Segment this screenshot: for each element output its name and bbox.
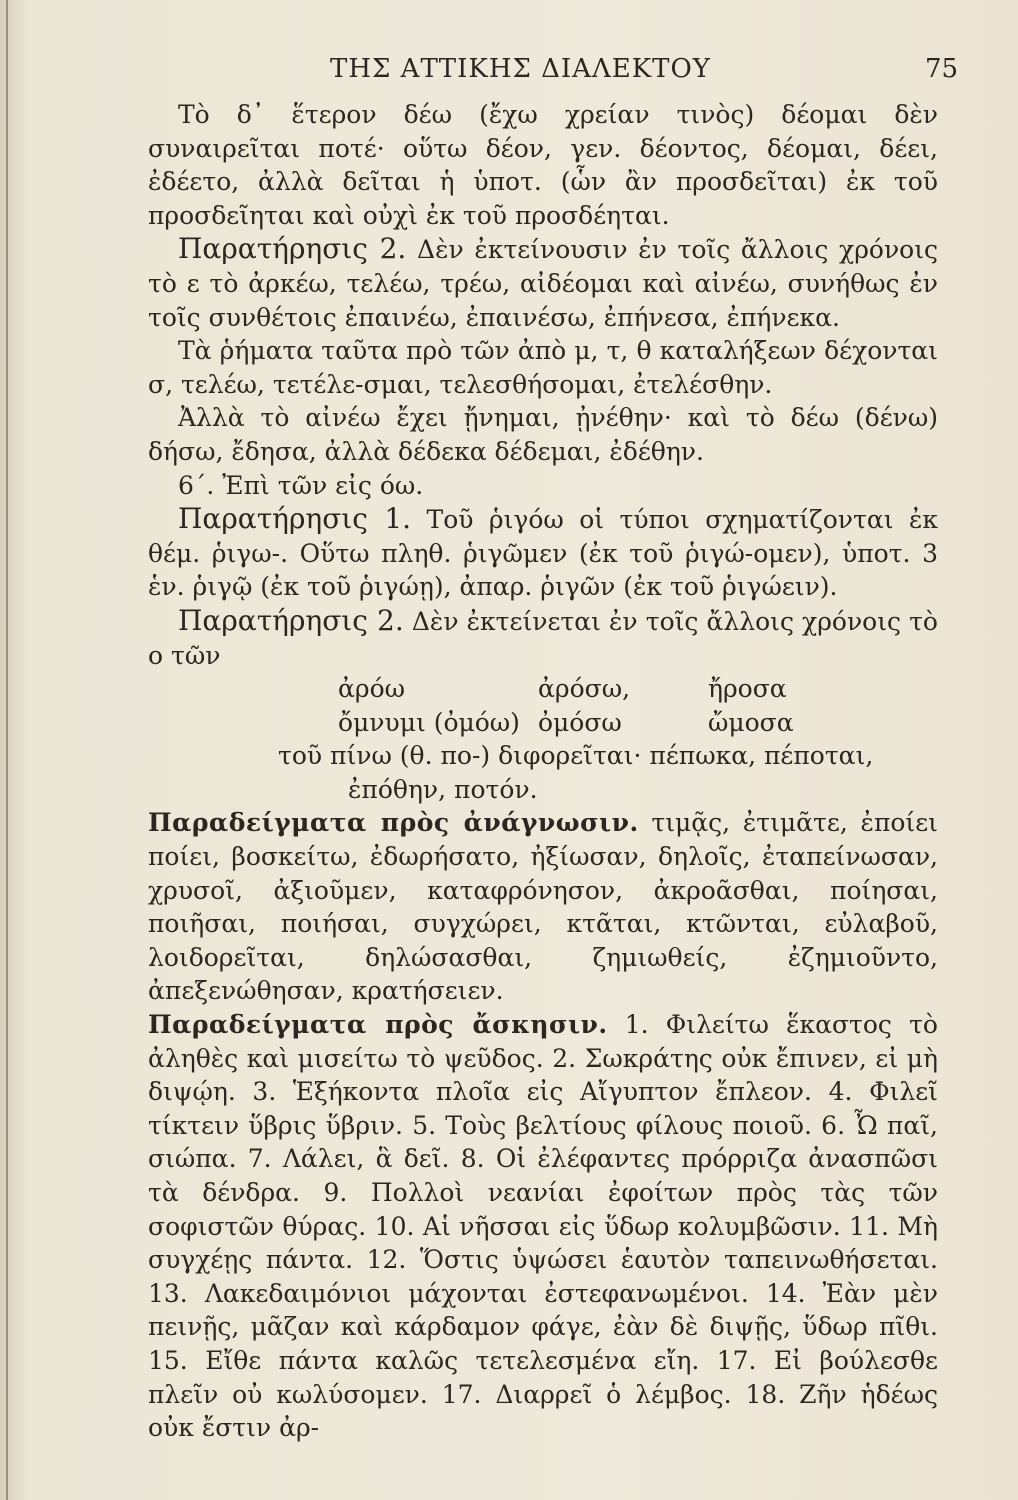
form-line-pino: τοῦ πίνω (θ. πο-) διφορεῖται· πέπωκα, πέποται, [278, 741, 874, 771]
observation-text: Δὲν ἐκτείνεται ἐν τοῖς ἄλλοις χρόνοις τὸ ο τῶν [148, 606, 938, 670]
paragraph-exercise-examples [148, 1008, 938, 1445]
exercise-text: 1. Φιλείτω ἕκαστος τὸ ἀληθὲς καὶ μισείτω τὸ ψεῦδος. 2. Σωκράτης οὐκ ἔπινεν, εἰ μὴ διψῴη. 3. Ἑξήκοντα πλοῖα εἰς Αἴγυπτον ἔπλεον. 4. Φιλεῖ τίκτειν ὕβρις ὕβριν. 5. Τοὺς βελτίους φίλους ποιοῦ. 6. Ὦ παῖ, σιώπα. 7. Λάλει, ἃ δεῖ. 8. Οἱ ἐλέφαντες πρόρριζα ἀνασπῶσι τὰ δένδρα. 9. Πολλοὶ νεανίαι ἐφοίτων πρὸς τὰς τῶν σοφιστῶν θύρας. 10. Αἱ νῆσσαι εἰς ὕδωρ κολυμβῶσιν. 11. Μὴ συγχέῃς πάντα. 12. Ὅστις ὑψώσει ἑαυτὸν ταπεινωθήσεται. 13. Λακεδαιμόνιοι μάχονται ἐστεφανωμένοι. 14. Ἐὰν μὲν πεινῇς, μᾶζαν καὶ κάρδαμον φάγε, ἐὰν δὲ διψῇς, ὕδωρ πῖθι. 15. Εἴθε πάντα καλῶς τετελεσμένα εἴη. 17. Εἰ βούλεσθε πλεῖν οὐ κωλύσομεν. 17. Διαρρεῖ ὁ λέμβος. 18. Ζῆν ἡδέως οὐκ ἔστιν ἀρ- [148, 1010, 938, 1443]
observation-label: Παρατήρησις 2. [178, 603, 404, 637]
form-cell: ὄμνυμι (ὀμόω) [338, 707, 520, 737]
examples-heading: Παραδείγματα πρὸς ἀνάγνωσιν. [148, 808, 639, 838]
form-line-pino-cont: ἐπόθην, ποτόν. [348, 774, 538, 804]
paragraph-observation-2a [148, 232, 938, 334]
observation-label: Παρατήρησις 2. [178, 232, 407, 266]
paragraph-observation-2b [148, 604, 938, 672]
forms-row [148, 739, 938, 773]
section-heading-oo: 6΄. Ἐπὶ τῶν εἰς όω. [178, 470, 424, 500]
observation-text: Τοῦ ῥιγόω οἱ τύποι σχηματίζονται ἐκ θέμ. ῥιγω-. Οὕτω πληθ. ῥιγῶμεν (ἐκ τοῦ ῥιγώ-ομεν), ὑποτ. 3 ἑν. ῥιγῷ (ἐκ τοῦ ῥιγώῃ), ἀπαρ. ῥιγῶν (ἐκ τοῦ ῥιγώειν). [148, 505, 938, 602]
verb-forms-table [148, 672, 938, 806]
paragraph-reading-examples [148, 806, 938, 1008]
observation-text: Δὲν ἐκτείνουσιν ἐν τοῖς ἄλλοις χρόνοις τὸ ε τὸ ἀρκέω, τελέω, τρέω, αἰδέομαι καὶ αἰνέω, συνήθως ἐν τοῖς συνθέτοις ἐπαινέω, ἐπαινέσω, ἐπήνεσα, ἐπήνεκα. [148, 235, 938, 332]
form-cell: ἀρόω [338, 674, 406, 704]
form-cell: ὤμοσα [708, 707, 794, 737]
form-cell: ὀμόσω [538, 707, 622, 737]
form-cell: ἀρόσω, [538, 674, 631, 704]
examples-text: τιμᾷς, ἐτιμᾶτε, ἐποίει ποίει, βοσκείτω, ἐδωρήσατο, ἠξίωσαν, δηλοῖς, ἐταπείνωσαν, χρυσοῖ, ἀξιοῦμεν, καταφρόνησον, ἀκροᾶσθαι, ποίησαι, ποιῆσαι, ποιήσαι, συγχώρει, κτᾶται, κτῶνται, εὐλαβοῦ, λοιδορεῖται, δηλώσασθαι, ζημιωθείς, ἐζημιοῦντο, ἀπεξενώθησαν, κρατήσειεν. [148, 808, 938, 1006]
exercise-heading: Παραδείγματα πρὸς ἄσκησιν. [148, 1010, 608, 1040]
paragraph-deo: Τὸ δ᾽ ἕτερον δέω (ἔχω χρείαν τινὸς) δέομαι δὲν συναιρεῖται ποτέ· οὕτω δέον, γεν. δέοντος, δέομαι, δέει, ἐδέετο, ἀλλὰ δεῖται ἡ ὑποτ. (ὧν ἂν προσδεῖται) ἐκ τοῦ προσδεῖηται καὶ οὐχὶ ἐκ τοῦ προσδέηται. [148, 100, 938, 230]
form-cell: ἤροσα [708, 674, 787, 704]
forms-row [148, 672, 938, 706]
body-text [148, 98, 938, 1445]
running-title: ΤΗΣ ΑΤΤΙΚΗΣ ΔΙΑΛΕΚΤΟΥ [330, 54, 711, 84]
page-header [0, 48, 1018, 88]
observation-label: Παρατήρησις 1. [178, 502, 412, 536]
paragraph-verbs-sigma: Τὰ ῥήματα ταῦτα πρὸ τῶν ἀπὸ μ, τ, θ καταλήξεων δέχονται σ, τελέω, τετέλε-σμαι, τελεσθήσομαι, ἐτελέσθην. [148, 336, 938, 399]
forms-row [148, 773, 938, 807]
paragraph-observation-1 [148, 502, 938, 604]
page-number: 75 [925, 54, 959, 84]
page-edge-line [6, 0, 8, 1500]
forms-row [148, 706, 938, 740]
paragraph-aineo: Ἀλλὰ τὸ αἰνέω ἔχει ᾔνημαι, ᾐνέθην· καὶ τὸ δέω (δένω) δήσω, ἔδησα, ἀλλὰ δέδεκα δέδεμαι, ἐδέθην. [148, 403, 938, 466]
